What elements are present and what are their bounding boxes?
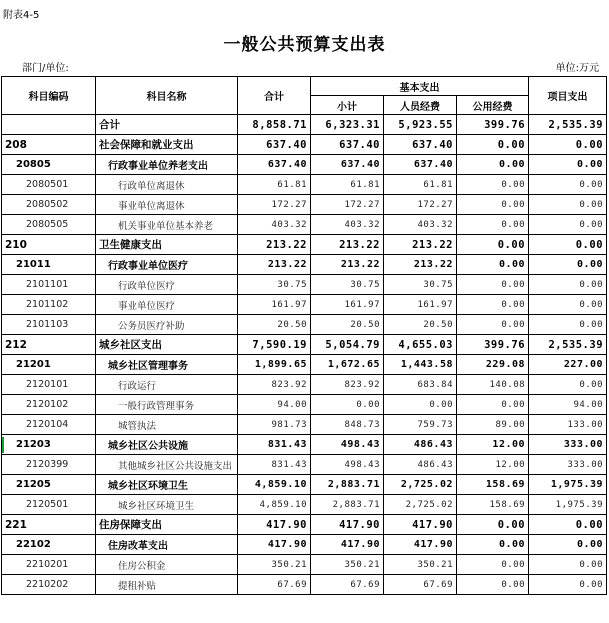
cell-total: 403.32 xyxy=(238,215,311,235)
cell-code: 2120399 xyxy=(2,455,96,475)
cell-subtotal: 67.69 xyxy=(311,575,384,595)
cell-subtotal: 161.97 xyxy=(311,295,384,315)
cell-total: 94.00 xyxy=(238,395,311,415)
unit-label: 单位:万元 xyxy=(555,63,599,74)
cell-total: 1,899.65 xyxy=(238,355,311,375)
cell-total: 637.40 xyxy=(238,155,311,175)
table-row xyxy=(2,335,607,355)
cell-project: 0.00 xyxy=(529,195,607,215)
cell-total: 30.75 xyxy=(238,275,311,295)
cell-code: 212 xyxy=(2,335,96,355)
cell-personnel: 67.69 xyxy=(384,575,457,595)
cell-name: 一般行政管理事务 xyxy=(96,395,238,415)
header-subtotal: 小计 xyxy=(311,96,384,115)
cell-total: 981.73 xyxy=(238,415,311,435)
cell-public: 399.76 xyxy=(457,335,529,355)
cell-subtotal: 172.27 xyxy=(311,195,384,215)
cell-total: 161.97 xyxy=(238,295,311,315)
cell-public: 0.00 xyxy=(457,215,529,235)
cell-name: 城乡社区环境卫生 xyxy=(96,495,238,515)
cell-subtotal: 403.32 xyxy=(311,215,384,235)
cell-total: 20.50 xyxy=(238,315,311,335)
cell-name: 行政单位医疗 xyxy=(96,275,238,295)
total-row xyxy=(2,115,607,135)
cell-total: 4,859.10 xyxy=(238,495,311,515)
cell-personnel: 2,725.02 xyxy=(384,495,457,515)
cell-public: 158.69 xyxy=(457,475,529,495)
cell-public: 0.00 xyxy=(457,315,529,335)
cell-name: 合计 xyxy=(96,115,238,135)
header-basic: 基本支出 xyxy=(311,77,529,96)
table-row xyxy=(2,255,607,275)
cell-subtotal: 1,672.65 xyxy=(311,355,384,375)
cell-public: 0.00 xyxy=(457,255,529,275)
cell-public: 0.00 xyxy=(457,175,529,195)
cell-subtotal: 213.22 xyxy=(311,235,384,255)
cell-project: 0.00 xyxy=(529,255,607,275)
cell-name: 城乡社区管理事务 xyxy=(96,355,238,375)
cell-project: 0.00 xyxy=(529,295,607,315)
cell-total: 4,859.10 xyxy=(238,475,311,495)
table-row xyxy=(2,315,607,335)
cell-project: 0.00 xyxy=(529,375,607,395)
cell-personnel: 61.81 xyxy=(384,175,457,195)
table-row xyxy=(2,575,607,595)
cell-subtotal: 848.73 xyxy=(311,415,384,435)
header-personnel: 人员经费 xyxy=(384,96,457,115)
header-project: 项目支出 xyxy=(529,77,607,115)
cell-personnel: 5,923.55 xyxy=(384,115,457,135)
cell-project: 227.00 xyxy=(529,355,607,375)
appendix-note: 附表4-5 xyxy=(3,10,40,21)
table-row xyxy=(2,195,607,215)
cell-project: 133.00 xyxy=(529,415,607,435)
cell-code: 2210202 xyxy=(2,575,96,595)
cell-project: 0.00 xyxy=(529,315,607,335)
header-public: 公用经费 xyxy=(457,96,529,115)
cell-name: 行政事业单位养老支出 xyxy=(96,155,238,175)
cell-code: 21011 xyxy=(2,255,96,275)
cell-personnel: 0.00 xyxy=(384,395,457,415)
cell-total: 213.22 xyxy=(238,255,311,275)
cell-name: 住房公积金 xyxy=(96,555,238,575)
cell-personnel: 30.75 xyxy=(384,275,457,295)
cell-total: 350.21 xyxy=(238,555,311,575)
cell-public: 0.00 xyxy=(457,555,529,575)
table-row xyxy=(2,295,607,315)
table-row xyxy=(2,135,607,155)
cell-name: 公务员医疗补助 xyxy=(96,315,238,335)
cell-project: 0.00 xyxy=(529,235,607,255)
cell-project: 2,535.39 xyxy=(529,335,607,355)
cell-code xyxy=(2,435,96,455)
cell-total: 831.43 xyxy=(238,435,311,455)
cell-name: 城乡社区环境卫生 xyxy=(96,475,238,495)
table-row xyxy=(2,375,607,395)
table-row xyxy=(2,155,607,175)
cell-project: 0.00 xyxy=(529,535,607,555)
cell-subtotal: 20.50 xyxy=(311,315,384,335)
cell-subtotal: 6,323.31 xyxy=(311,115,384,135)
header-code: 科目编码 xyxy=(2,77,96,115)
cell-personnel: 637.40 xyxy=(384,155,457,175)
table-row xyxy=(2,555,607,575)
cell-code: 2120101 xyxy=(2,375,96,395)
cell-code: 20805 xyxy=(2,155,96,175)
cell-public: 0.00 xyxy=(457,195,529,215)
selection-marker xyxy=(2,437,4,453)
cell-personnel: 1,443.58 xyxy=(384,355,457,375)
cell-total: 417.90 xyxy=(238,515,311,535)
cell-project: 0.00 xyxy=(529,515,607,535)
cell-public: 0.00 xyxy=(457,135,529,155)
cell-total: 7,590.19 xyxy=(238,335,311,355)
cell-personnel: 213.22 xyxy=(384,255,457,275)
cell-code: 221 xyxy=(2,515,96,535)
cell-personnel: 637.40 xyxy=(384,135,457,155)
cell-code: 2210201 xyxy=(2,555,96,575)
cell-total: 67.69 xyxy=(238,575,311,595)
cell-total: 213.22 xyxy=(238,235,311,255)
cell-total: 417.90 xyxy=(238,535,311,555)
cell-name: 住房改革支出 xyxy=(96,535,238,555)
cell-project: 1,975.39 xyxy=(529,495,607,515)
cell-personnel: 20.50 xyxy=(384,315,457,335)
cell-public: 0.00 xyxy=(457,235,529,255)
cell-subtotal: 2,883.71 xyxy=(311,495,384,515)
cell-code: 2080501 xyxy=(2,175,96,195)
cell-subtotal: 30.75 xyxy=(311,275,384,295)
cell-code: 2080502 xyxy=(2,195,96,215)
cell-total: 172.27 xyxy=(238,195,311,215)
cell-name: 提租补贴 xyxy=(96,575,238,595)
page-title: 一般公共预算支出表 xyxy=(223,35,386,55)
cell-subtotal: 637.40 xyxy=(311,135,384,155)
cell-project: 0.00 xyxy=(529,155,607,175)
cell-name: 机关事业单位基本养老 xyxy=(96,215,238,235)
department-label: 部门/单位: xyxy=(22,63,69,74)
cell-name: 事业单位医疗 xyxy=(96,295,238,315)
cell-code xyxy=(2,115,96,135)
cell-public: 12.00 xyxy=(457,435,529,455)
cell-personnel: 350.21 xyxy=(384,555,457,575)
cell-code: 2080505 xyxy=(2,215,96,235)
cell-public: 0.00 xyxy=(457,155,529,175)
table-row xyxy=(2,275,607,295)
cell-name: 城乡社区支出 xyxy=(96,335,238,355)
cell-public: 0.00 xyxy=(457,275,529,295)
cell-public: 12.00 xyxy=(457,455,529,475)
table-row xyxy=(2,175,607,195)
cell-personnel: 161.97 xyxy=(384,295,457,315)
table-row xyxy=(2,475,607,495)
cell-subtotal: 5,054.79 xyxy=(311,335,384,355)
cell-public: 89.00 xyxy=(457,415,529,435)
cell-project: 0.00 xyxy=(529,275,607,295)
cell-project: 94.00 xyxy=(529,395,607,415)
cell-code: 2120501 xyxy=(2,495,96,515)
cell-public: 0.00 xyxy=(457,535,529,555)
cell-subtotal: 61.81 xyxy=(311,175,384,195)
table-row xyxy=(2,355,607,375)
cell-code: 2101101 xyxy=(2,275,96,295)
cell-code: 208 xyxy=(2,135,96,155)
table-row xyxy=(2,535,607,555)
cell-name: 事业单位离退休 xyxy=(96,195,238,215)
table-row xyxy=(2,235,607,255)
cell-code: 2101102 xyxy=(2,295,96,315)
cell-code-text: 21203 xyxy=(16,439,51,450)
cell-total: 823.92 xyxy=(238,375,311,395)
budget-table xyxy=(1,76,607,595)
cell-name: 其他城乡社区公共设施支出 xyxy=(96,455,238,475)
cell-subtotal: 2,883.71 xyxy=(311,475,384,495)
cell-name: 行政单位离退休 xyxy=(96,175,238,195)
cell-project: 0.00 xyxy=(529,175,607,195)
cell-public: 399.76 xyxy=(457,115,529,135)
cell-personnel: 683.84 xyxy=(384,375,457,395)
cell-code: 21205 xyxy=(2,475,96,495)
cell-subtotal: 637.40 xyxy=(311,155,384,175)
cell-project: 333.00 xyxy=(529,435,607,455)
cell-personnel: 417.90 xyxy=(384,535,457,555)
cell-project: 1,975.39 xyxy=(529,475,607,495)
cell-public: 0.00 xyxy=(457,395,529,415)
cell-public: 0.00 xyxy=(457,515,529,535)
cell-project: 333.00 xyxy=(529,455,607,475)
cell-subtotal: 498.43 xyxy=(311,435,384,455)
cell-subtotal: 417.90 xyxy=(311,535,384,555)
cell-total: 637.40 xyxy=(238,135,311,155)
cell-name: 社会保障和就业支出 xyxy=(96,135,238,155)
cell-name: 城管执法 xyxy=(96,415,238,435)
cell-subtotal: 417.90 xyxy=(311,515,384,535)
cell-subtotal: 823.92 xyxy=(311,375,384,395)
table-row xyxy=(2,495,607,515)
table-row xyxy=(2,215,607,235)
cell-name: 卫生健康支出 xyxy=(96,235,238,255)
cell-public: 0.00 xyxy=(457,575,529,595)
cell-code: 22102 xyxy=(2,535,96,555)
cell-name: 城乡社区公共设施 xyxy=(96,435,238,455)
cell-personnel: 213.22 xyxy=(384,235,457,255)
cell-personnel: 403.32 xyxy=(384,215,457,235)
cell-code: 2120102 xyxy=(2,395,96,415)
cell-public: 158.69 xyxy=(457,495,529,515)
cell-code: 2101103 xyxy=(2,315,96,335)
cell-name: 住房保障支出 xyxy=(96,515,238,535)
cell-name: 行政运行 xyxy=(96,375,238,395)
header-name: 科目名称 xyxy=(96,77,238,115)
cell-name: 行政事业单位医疗 xyxy=(96,255,238,275)
header-total: 合计 xyxy=(238,77,311,115)
cell-personnel: 4,655.03 xyxy=(384,335,457,355)
cell-subtotal: 213.22 xyxy=(311,255,384,275)
cell-code: 210 xyxy=(2,235,96,255)
cell-project: 0.00 xyxy=(529,215,607,235)
cell-personnel: 2,725.02 xyxy=(384,475,457,495)
table-row xyxy=(2,415,607,435)
cell-personnel: 172.27 xyxy=(384,195,457,215)
cell-total: 61.81 xyxy=(238,175,311,195)
cell-personnel: 486.43 xyxy=(384,435,457,455)
cell-personnel: 417.90 xyxy=(384,515,457,535)
cell-project: 2,535.39 xyxy=(529,115,607,135)
cell-public: 0.00 xyxy=(457,295,529,315)
cell-project: 0.00 xyxy=(529,555,607,575)
cell-public: 229.08 xyxy=(457,355,529,375)
cell-subtotal: 350.21 xyxy=(311,555,384,575)
table-row xyxy=(2,515,607,535)
table-row xyxy=(2,395,607,415)
cell-total: 831.43 xyxy=(238,455,311,475)
cell-public: 140.08 xyxy=(457,375,529,395)
cell-subtotal: 0.00 xyxy=(311,395,384,415)
cell-project: 0.00 xyxy=(529,575,607,595)
cell-total: 8,858.71 xyxy=(238,115,311,135)
cell-code: 21201 xyxy=(2,355,96,375)
cell-subtotal: 498.43 xyxy=(311,455,384,475)
table-row xyxy=(2,435,607,455)
cell-personnel: 759.73 xyxy=(384,415,457,435)
cell-code: 2120104 xyxy=(2,415,96,435)
table-row xyxy=(2,455,607,475)
cell-project: 0.00 xyxy=(529,135,607,155)
cell-personnel: 486.43 xyxy=(384,455,457,475)
